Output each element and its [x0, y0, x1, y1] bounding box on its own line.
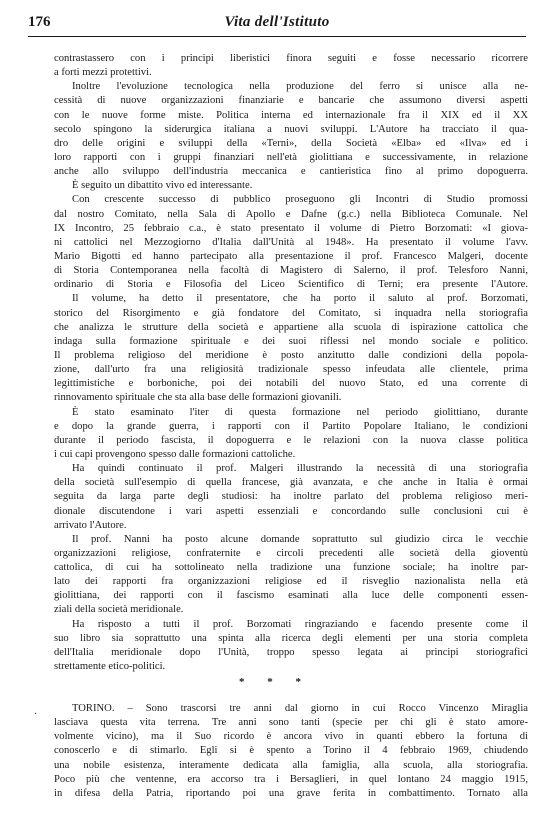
text-line: arrivato l'Autore. [54, 519, 127, 531]
text-line: giolittiana, dei rapporti con il fascismo esaminati alla luce delle componenti essen- [54, 590, 528, 602]
text-line: e dopo la grande guerra, i rapporti con il Partito Popolare Italiano, le condizioni [54, 420, 528, 432]
text-line: di Storia Contemporanea nella facoltà di Magistero di Salerno, il prof. Telesforo Nanni, [54, 265, 528, 277]
text-line: Ha risposto a tutti il prof. Borzomati ringraziando e facendo presente come il [72, 618, 528, 630]
text-line: cessità di nuove organizzazioni finanziarie e bancarie che assumono diversi aspetti [54, 95, 528, 107]
text-line: una nobile esistenza, interamente dedicata alla famiglia, alla scuola, alla storiografia. [54, 759, 528, 771]
obituary-section [54, 702, 528, 801]
text-line: secolo spingono la siderurgica italiana a nuovi sviluppi. L'Autore ha tracciato il qua- [54, 123, 528, 135]
text-line: TORINO. – Sono trascorsi tre anni dal giorno in cui Rocco Vincenzo Miraglia [72, 703, 528, 714]
text-line: IX Incontro, 25 febbraio c.a., è stato presentato il volume di Pietro Borzomati: «I giova- [54, 222, 528, 234]
text-line: È seguito un dibattito vivo ed interessante. [72, 180, 253, 192]
text-line: ziali della società meridionale. [54, 604, 184, 616]
text-line: Poco più che ventenne, era accorso tra i Bersaglieri, in quel lontano 24 maggio 1915, [54, 773, 528, 785]
body-text [54, 52, 528, 674]
text-line: durante il periodo fascista, il dopoguerra e le relazioni con la nuova classe politica [54, 434, 528, 446]
text-line: loro rapporti con i gruppi finanziari nell'età giolittiana e successivamente, in relazione [54, 151, 528, 163]
text-line: ordinario di Storia e Filosofia del Liceo Scientifico di Terni; era presente l'Autore. [54, 279, 528, 291]
text-line: strettamente etico-politici. [54, 661, 166, 673]
text-line: contrastassero con i principi liberistici finora seguiti e fosse necessario ricorrere [54, 53, 528, 64]
text-line: lato dei rapporti fra organizzazioni religiose ed il risveglio nazionalista nella età [54, 576, 528, 588]
text-line: suo libro sia soprattutto una spinta alla ricerca degli elementi per una storia completa [54, 632, 528, 644]
text-line: zione, dall'urto fra una religiosità tradizionale spesso infeudata alle clientele, prima [54, 364, 528, 376]
text-line: Ha quindi continuato il prof. Malgeri illustrando la necessità di una storiografia [72, 463, 528, 475]
text-line: i cui capi provengono spesso dalle formazioni cattoliche. [54, 448, 296, 460]
page-header [28, 14, 526, 38]
text-line: anche allo sviluppo dell'industria meccanica e cantieristica fino al primo dopoguerra. [54, 166, 528, 178]
section-marker: · [34, 709, 38, 720]
text-line: conoscerlo e di stimarlo. Egli si è spento a Torino il 4 febbraio 1969, chiudendo [54, 745, 528, 757]
text-line: Inoltre l'evoluzione tecnologica nella produzione del ferro si unisce alla ne- [72, 81, 528, 93]
text-line: legittimistiche e borboniche, poi dei notabili del nuovo Stato, ed una corrente di [54, 378, 528, 390]
text-line: dell'Italia meridionale dopo l'Unità, troppo spesso legata ai principi storiografici [54, 646, 528, 658]
text-line: cattolica, di cui ha sottolineato nella tradizione una funzione sociale; ha inoltre par- [54, 562, 528, 574]
text-line: seguita da larga parte degli studiosi: ha inoltre parlato del problema religioso meri- [54, 491, 528, 503]
text-line: Con crescente successo di pubblico proseguono gli Incontri di Studio promossi [72, 194, 528, 206]
text-line: È stato esaminato l'iter di questa formazione nel periodo giolittiano, durante [72, 406, 528, 418]
text-line: con le nuove forme miste. Politica interna ed internazionale fra il XIX ed il XX [54, 109, 528, 121]
text-line: lasciava questa vita terrena. Tre anni sono tanti (specie per chi gli è stato amore- [54, 717, 528, 729]
text-line: dro delle origini e sviluppi della «Terni», della Società «Elba» ed «Ilva» ed i [54, 137, 528, 149]
text-line: Il prof. Nanni ha posto alcune domande soprattutto sul giudizio circa le vecchie [72, 533, 528, 545]
section-separator: * * * [239, 676, 311, 688]
text-line: a forti mezzi protettivi. [54, 67, 152, 79]
text-line: in difesa della Patria, riportando poi una grave ferita in combattimento. Tornato alla [54, 787, 528, 799]
text-line: dionale discutendone i vari aspetti essenziali e concordando sulle conclusioni cui è [54, 505, 528, 517]
running-title: Vita dell'Istituto [224, 14, 330, 30]
text-line: dal nostro Comitato, nella Sala di Apollo e Dafne (g.c.) nella Biblioteca Comunale. Nel [54, 208, 528, 220]
text-line: rinnovamento spirituale che sta alla base delle formazioni giovanili. [54, 392, 342, 404]
text-line: ni cattolici nel Mezzogiorno d'Italia dall'Unità al 1948». Ha presentato il volume l'avv. [54, 236, 528, 248]
text-line: che analizza le strutture della società e appartiene alla scuola di ispirazione cattolica che [54, 321, 528, 333]
text-line: indaga sulla formazione spirituale e dei suoi riflessi nel mondo sociale e politico. [54, 335, 528, 347]
text-line: della società sull'esempio di quella francese, già avanzata, e che anche in Italia è ormai [54, 477, 528, 489]
header-rule [28, 36, 526, 37]
text-line: storico del Risorgimento e già fondatore del Comitato, si inquadra nella storiografia [54, 307, 528, 319]
text-line: volmente vicino), ma il Suo ricordo è ancora vivo in quanti ebbero la fortuna di [54, 731, 528, 743]
text-line: Il volume, ha detto il presentatore, che ha porto il saluto al prof. Borzomati, [72, 293, 528, 305]
page-number: 176 [28, 14, 51, 30]
text-line: Il problema religioso del meridione è posto anzitutto dalle condizioni della popola- [54, 349, 528, 361]
text-line: Mario Bigotti ed hanno partecipato alla presentazione il prof. Francesco Malgeri, docente [54, 250, 528, 262]
text-line: organizzazioni religiose, confraternite e circoli precedenti alle società della gioventù [54, 547, 528, 559]
